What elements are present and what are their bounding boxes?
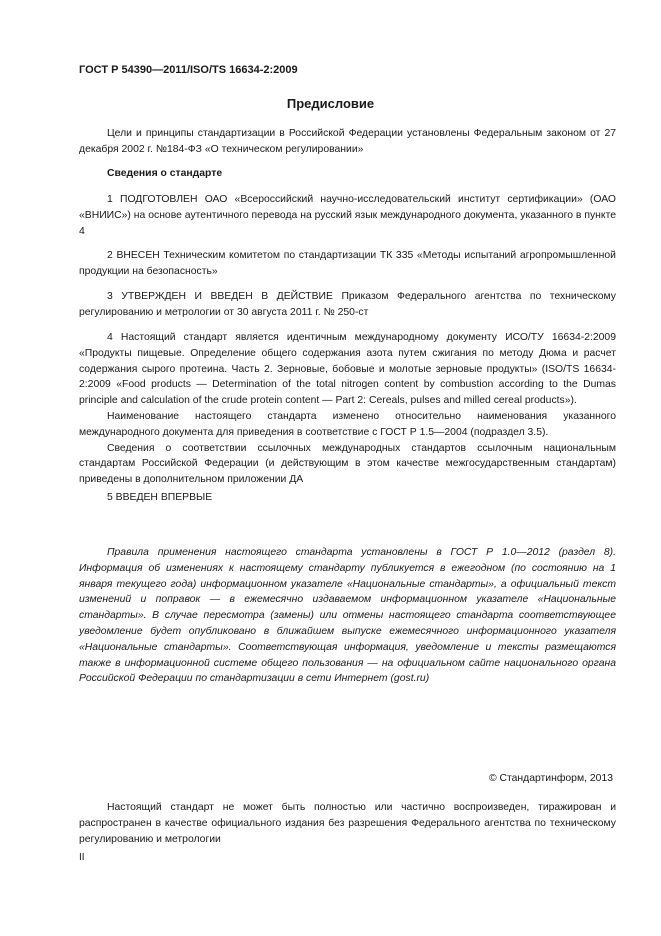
- item-1-text: 1 ПОДГОТОВЛЕН ОАО «Всероссийский научно-исследовательский институт сертификации» (ОАО «ВНИИС») на основе аутентичного перевода на русский язык международного документа, указанного в пункте 4: [79, 194, 616, 237]
- reproduction-notice-text: Настоящий стандарт не может быть полностью или частично воспроизведен, тиражирован и распространен в качестве официального издания без разрешения Федерального агентства по техническому регулированию и метрологии: [79, 802, 616, 845]
- item-3: [79, 289, 616, 321]
- item-4-text: 4 Настоящий стандарт является идентичным международному документу ИСО/ТУ 16634-2:2009 «Продукты пищевые. Определение общего содержания азота путем сжигания по методу Дюма и расчет содержания сырого протеина. Часть 2. Зерновые, бобовые и молотые зерновые продукты» (ISO/TS 16634-2:2009 «Food products — Determination of the total nitrogen content by combustion according to the Dumas principle and calculation of the crude protein content — Part 2: Cereals, pulses and milled cereal products»).: [79, 332, 616, 407]
- item-5-text: 5 ВВЕДЕН ВПЕРВЫЕ: [107, 492, 213, 503]
- item-5: [79, 490, 616, 506]
- copyright: © Стандартинформ, 2013: [488, 773, 613, 784]
- item-1: [79, 192, 616, 239]
- reproduction-notice: [79, 800, 616, 847]
- application-rules-text: Правила применения настоящего стандарта установлены в ГОСТ Р 1.0—2012 (раздел 8). Информация об изменениях к настоящему стандарту публикуется в ежегодном (по состоянию на 1 января текущего года) информационном указателе «Национальные стандарты», а официальный текст изменений и поправок — в ежемесячно издаваемом информационном указателе «Национальные стандарты». В случае пересмотра (замены) или отмены настоящего стандарта соответствующее уведомление будет опубликовано в ближайшем выпуске ежемесячного информационного указателя «Национальные стандарты». Соответствующая информация, уведомление и тексты размещаются также в информационной системе общего пользования — на официальном сайте национального органа Российской Федерации по стандартизации в сети Интернет (gost.ru): [79, 547, 616, 685]
- section-subtitle: Сведения о стандарте: [107, 168, 223, 179]
- item-3-text: 3 УТВЕРЖДЕН И ВВЕДЕН В ДЕЙСТВИЕ Приказом Федерального агентства по техническому регулированию и метрологии от 30 августа 2011 г. № 250-ст: [79, 291, 616, 318]
- subtitle-block: [79, 166, 616, 182]
- page-number: II: [79, 852, 85, 863]
- item-2: [79, 248, 616, 280]
- item-4: [79, 330, 616, 488]
- intro-text: Цели и принципы стандартизации в Российской Федерации установлены Федеральным законом от 27 декабря 2002 г. №184-ФЗ «О техническом регулировании»: [79, 128, 616, 155]
- document-code-header: ГОСТ Р 54390—2011/ISO/TS 16634-2:2009: [79, 64, 298, 76]
- application-rules: [79, 545, 616, 687]
- item-4-rename-note: Наименование настоящего стандарта изменено относительно наименования указанного международного документа для приведения в соответствие с ГОСТ Р 1.5—2004 (подраздел 3.5).: [79, 410, 616, 438]
- item-4-references-note: Сведения о соответствии ссылочных международных стандартов ссылочным национальным стандартам Российской Федерации (и действующим в этом качестве межгосударственным стандартам) приведены в дополнительном приложении ДА: [79, 442, 616, 486]
- item-2-text: 2 ВНЕСЕН Техническим комитетом по стандартизации ТК 335 «Методы испытаний агропромышленной продукции на безопасность»: [79, 250, 616, 277]
- intro-paragraph: [79, 126, 616, 158]
- page-title: Предисловие: [286, 96, 375, 111]
